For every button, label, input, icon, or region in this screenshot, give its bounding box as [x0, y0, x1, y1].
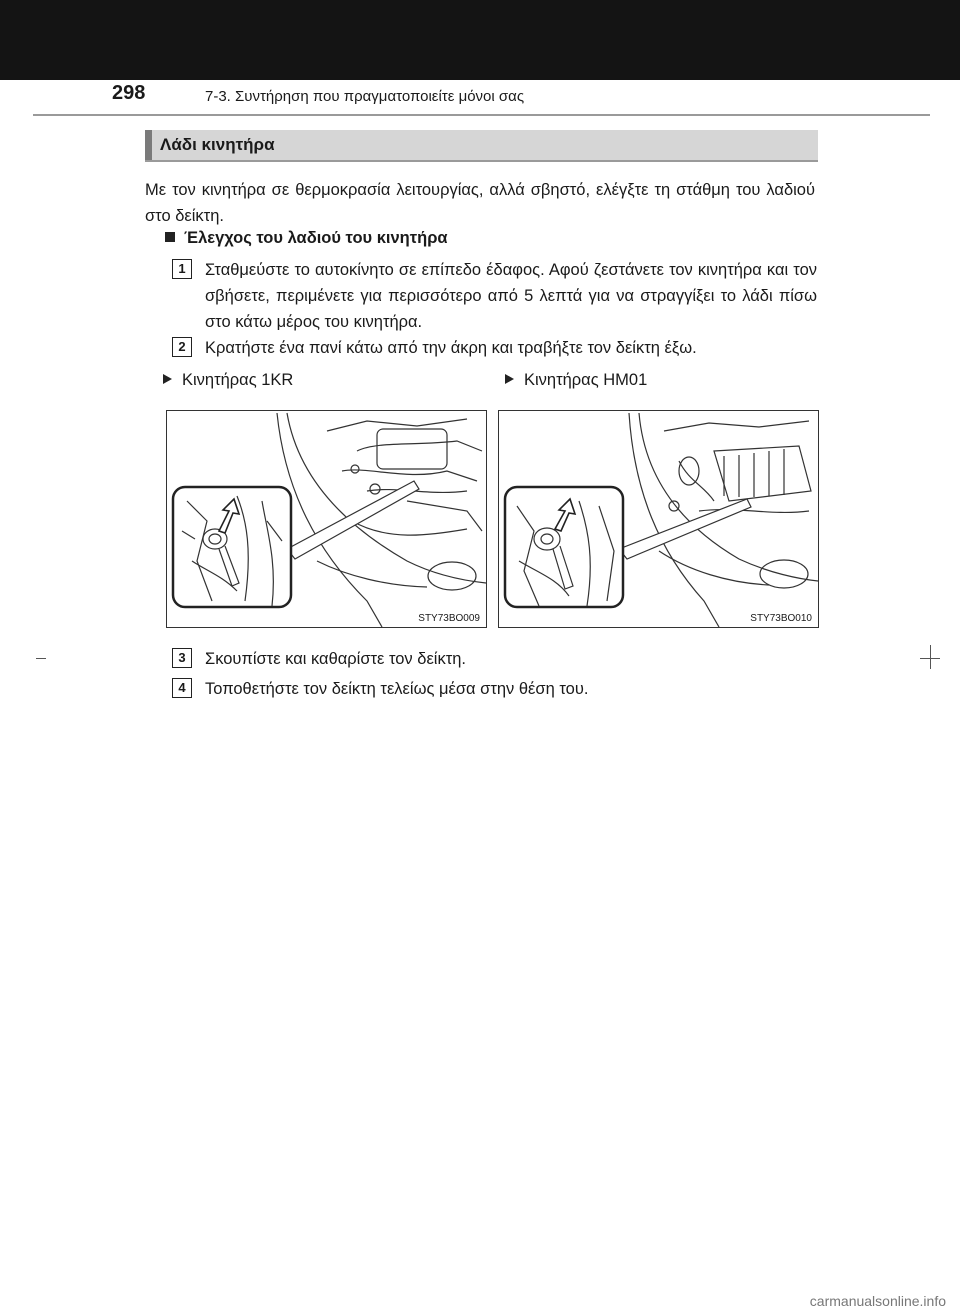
- heading-accent-bar: [145, 130, 152, 160]
- step-number: 2: [172, 337, 192, 357]
- crop-mark: [930, 645, 931, 669]
- top-bar: [0, 0, 960, 80]
- step-number: 1: [172, 259, 192, 279]
- step-1: [172, 257, 817, 335]
- figure-code: STY73BO010: [750, 613, 812, 624]
- triangle-bullet-icon: [505, 374, 514, 384]
- figure-hm01: [498, 410, 819, 628]
- page-number: 298: [112, 82, 146, 104]
- square-bullet-icon: [165, 232, 175, 242]
- figure-1kr: [166, 410, 487, 628]
- figure-code: STY73BO009: [418, 613, 480, 624]
- step-2: [172, 335, 817, 361]
- step-text: Σκουπίστε και καθαρίστε τον δείκτη.: [205, 650, 467, 668]
- engine-dipstick-illustration-icon: [499, 411, 818, 627]
- subheading: [165, 229, 448, 248]
- section-heading: [145, 130, 818, 162]
- header-rule: [33, 114, 930, 116]
- step-4: [172, 676, 817, 702]
- step-3: [172, 646, 817, 672]
- engine-dipstick-illustration-icon: [167, 411, 486, 627]
- figure-label-hm01: [505, 371, 647, 390]
- section-title: Λάδι κινητήρα: [160, 135, 275, 154]
- step-text: Κρατήστε ένα πανί κάτω από την άκρη και τραβήξτε τον δείκτη έξω.: [205, 339, 697, 357]
- crop-mark: [36, 658, 46, 659]
- step-number: 3: [172, 648, 192, 668]
- triangle-bullet-icon: [163, 374, 172, 384]
- figure-label-text: Κινητήρας HM01: [524, 371, 648, 389]
- step-text: Τοποθετήστε τον δείκτη τελείως μέσα στην θέση του.: [205, 680, 589, 698]
- subheading-text: Έλεγχος του λαδιού του κινητήρα: [184, 229, 448, 247]
- step-number: 4: [172, 678, 192, 698]
- figure-label-text: Κινητήρας 1KR: [182, 371, 294, 389]
- section-path: 7-3. Συντήρηση που πραγματοποιείτε μόνοι σας: [205, 88, 525, 105]
- step-text: Σταθμεύστε το αυτοκίνητο σε επίπεδο έδαφος. Αφού ζεστάνετε τον κινητήρα και τον σβήσετε, περιμένετε για περισσότερο από 5 λεπτά για να στραγγίξει το λάδι πίσω στο κάτω μέρος του κινητήρα.: [205, 261, 817, 331]
- figure-label-1kr: [163, 371, 293, 390]
- intro-paragraph: Με τον κινητήρα σε θερμοκρασία λειτουργίας, αλλά σβηστό, ελέγξτε τη στάθμη του λαδιού στο δείκτη.: [145, 181, 815, 225]
- footer-watermark: carmanualsonline.info: [809, 1293, 946, 1309]
